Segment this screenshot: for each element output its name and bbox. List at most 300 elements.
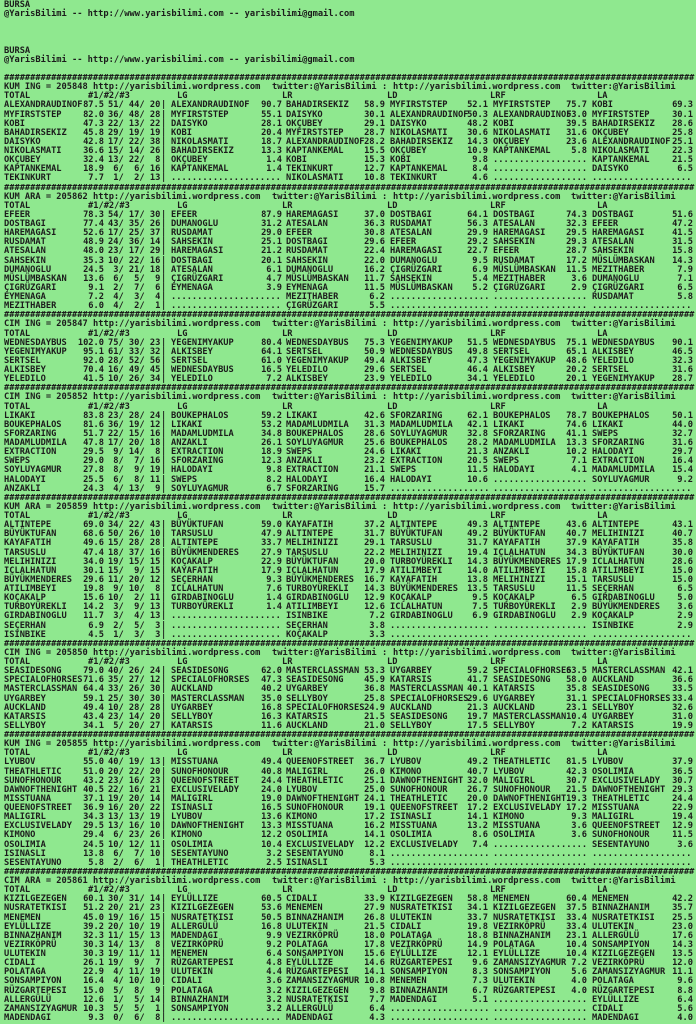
- total-value: 47.8: [83, 438, 104, 448]
- place-stats: 34/ 22/ 43: [108, 520, 161, 531]
- place-stats: 19/ 16/ 15: [108, 912, 161, 923]
- horse-name: MASTERCLASSMAN: [390, 684, 464, 695]
- pipe-divider: |: [161, 684, 167, 695]
- total-value: 7.2: [88, 292, 104, 302]
- total-value: 35.3: [83, 255, 104, 266]
- total-value: 47.3: [83, 118, 104, 129]
- total-value: 59.1: [83, 693, 104, 704]
- horse-name: ALKISBEY: [286, 374, 328, 385]
- empty-dots: ...................: [390, 292, 490, 302]
- stat-value: 15.6: [364, 949, 385, 959]
- stat-value: 31.0: [672, 711, 693, 722]
- stat-value: 48.2: [467, 118, 488, 129]
- stat-value: 69.3: [672, 100, 693, 111]
- horse-name: SOYLUYAGMUR: [4, 465, 62, 476]
- total-value: 10.3: [83, 1003, 104, 1014]
- horse-name: THEATHLETIC: [390, 793, 448, 804]
- horse-name: RÜZGARTEPESI: [286, 967, 349, 978]
- stat-value: 11.5: [467, 465, 488, 476]
- horse-name: EXCLUSIVELADY: [390, 839, 458, 850]
- pipe-divider: |: [161, 720, 167, 731]
- total-value: 55.0: [83, 757, 104, 768]
- place-stats: 4/ 11/ 19: [108, 967, 161, 978]
- horse-name: DAISYKO: [286, 109, 323, 120]
- horse-name: HALODAYI: [592, 447, 634, 458]
- horse-name: LIKAKI: [286, 410, 318, 421]
- stat-value: 17.8: [364, 939, 385, 950]
- stat-value: 3.2: [266, 848, 282, 859]
- stat-value: 31.7: [364, 529, 385, 540]
- horse-name: DUMANOGLU: [592, 273, 640, 284]
- stat-value: 4.8: [266, 958, 282, 969]
- place-stats: 51/ 44/ 20: [108, 100, 161, 111]
- stat-value: 90.7: [261, 100, 282, 111]
- horse-name: VEZIRKÖPRÜ: [592, 958, 645, 969]
- horse-name: SWEPS: [4, 456, 31, 467]
- horse-name: OSOLIMIA: [390, 830, 432, 841]
- empty-dots: ..................: [493, 1012, 588, 1023]
- horse-name: TURBOYÜREKLI: [171, 602, 234, 613]
- place-stats: 6/ 8/ 11: [108, 474, 161, 485]
- horse-name: BÜYÜKTUFAN: [286, 556, 339, 567]
- total-value: 12.6: [83, 994, 104, 1005]
- horse-name: ALLERGÜLÜ: [592, 930, 640, 941]
- horse-name: THEATHLETIC: [171, 857, 229, 868]
- table-row: [0, 859, 696, 868]
- horse-name: KATARSIS: [171, 720, 213, 731]
- table-row: [0, 1014, 696, 1023]
- horse-name: TURBOYÜREKLI: [286, 584, 349, 594]
- horse-name: ISINASLI: [171, 803, 213, 813]
- horse-name: MENEMEN: [493, 894, 530, 905]
- stat-value: 29.6: [467, 693, 488, 704]
- total-value: 40.5: [83, 784, 104, 795]
- pipe-divider: |: [161, 292, 167, 302]
- horse-name: GIRDABINOGLU: [286, 593, 349, 604]
- stat-value: 46.4: [467, 365, 488, 375]
- total-value: 81.6: [83, 419, 104, 430]
- stat-value: 31.6: [672, 365, 693, 375]
- horse-name: OKÇUBEY: [286, 118, 323, 129]
- stat-value: 9.8: [472, 155, 488, 166]
- stat-value: 41.1: [566, 428, 587, 439]
- horse-name: MASTERCLASSMAN: [171, 693, 245, 704]
- horse-name: YELEDILO: [390, 374, 432, 385]
- pipe-divider: |: [161, 355, 167, 366]
- stat-value: 28.6: [364, 428, 385, 439]
- empty-dots: .....................: [171, 629, 281, 640]
- stat-value: 56.3: [467, 219, 488, 229]
- place-stats: 13/ 22/ 8: [108, 155, 161, 166]
- column-header: LRF: [490, 91, 506, 102]
- horse-name: TARSUSLU: [4, 547, 46, 558]
- horse-name: SELLYBOY: [592, 702, 634, 713]
- stat-value: 28.1: [261, 118, 282, 129]
- stat-value: 62.0: [261, 666, 282, 677]
- horse-name: AUCKLAND: [493, 702, 535, 713]
- total-value: 24.5: [83, 264, 104, 275]
- place-stats: 1/ 3/ 3: [108, 629, 161, 640]
- horse-name: LYUBOV: [171, 812, 203, 823]
- horse-name: SFORZARING: [390, 410, 443, 421]
- horse-name: BÜYÜKMENDERES: [171, 547, 239, 558]
- column-header: LRF: [490, 328, 506, 339]
- total-value: 30.1: [83, 565, 104, 576]
- wordpress-url: http://yarisbilimi.wordpress.com: [93, 82, 261, 93]
- empty-dots: ..................: [493, 857, 588, 868]
- stat-value: 35.7: [672, 903, 693, 914]
- total-value: 29.6: [83, 574, 104, 585]
- column-header: LG: [177, 511, 188, 521]
- stat-value: 13.2: [467, 821, 488, 832]
- horse-name: WEDNESDAYBUS: [592, 337, 655, 348]
- place-stats: 4/ 10/ 10: [108, 976, 161, 987]
- total-value: 9.3: [88, 1012, 104, 1023]
- horse-name: KATARSIS: [592, 720, 634, 731]
- stat-value: 13.5: [672, 949, 693, 959]
- place-stats: 19/ 11/ 11: [108, 949, 161, 959]
- horse-name: SOYLUYAGMUR: [390, 428, 448, 439]
- horse-name: MENEMEN: [592, 894, 629, 905]
- stat-value: 22.7: [467, 246, 488, 257]
- stat-value: 20.2: [566, 365, 587, 375]
- stat-value: 50.1: [672, 410, 693, 421]
- stat-value: 40.7: [672, 529, 693, 540]
- stat-value: 15.0: [672, 574, 693, 585]
- horse-name: KIZILGEZEGEN: [493, 903, 556, 914]
- stat-value: 81.5: [566, 757, 587, 768]
- horse-name: TARSUSLU: [286, 547, 328, 558]
- horse-name: HAREMAGASI: [171, 246, 224, 257]
- horse-name: UYGARBEY: [390, 666, 432, 677]
- place-stats: 11/ 20/ 12: [108, 574, 161, 585]
- stat-value: 11.5: [566, 264, 587, 275]
- stat-value: 33.5: [672, 684, 693, 695]
- stat-value: 5.6: [677, 1003, 693, 1014]
- horse-name: SPECIALOFHORSES: [286, 702, 365, 713]
- column-header: LD: [387, 91, 398, 102]
- masthead-byline: @YarisBilimi -- http://www.yarisbilimi.com -- yarisbilimi@gmail.com: [4, 9, 355, 20]
- stat-value: 20.4: [261, 127, 282, 138]
- stat-value: 16.5: [261, 803, 282, 813]
- stat-value: 29.2: [467, 237, 488, 248]
- pipe-divider: |: [161, 456, 167, 467]
- horse-name: DUMANOGLU: [286, 264, 334, 275]
- horse-name: KAYAFATIH: [493, 538, 541, 549]
- horse-name: SESENTAYUNO: [171, 848, 229, 859]
- wordpress-url: http://yarisbilimi.wordpress.com: [393, 191, 561, 202]
- horse-name: MÜSLÜMBASKAN: [390, 282, 453, 293]
- stat-value: 59.0: [261, 520, 282, 531]
- place-stats: 4/ 13/ 9: [108, 483, 161, 494]
- stat-value: 34.1: [467, 903, 488, 914]
- empty-dots: ..................: [493, 994, 588, 1005]
- horse-name: SPECIALOFHORSES: [592, 693, 671, 704]
- horse-name: ÇIGRÜZGARI: [390, 264, 443, 275]
- stat-value: 32.3: [672, 355, 693, 366]
- stat-value: 6.7: [266, 483, 282, 494]
- wordpress-url: http://yarisbilimi.wordpress.com: [393, 876, 561, 886]
- place-stats: 23/ 14/ 20: [108, 711, 161, 722]
- pipe-divider: |: [161, 164, 167, 175]
- stat-value: 35.0: [261, 693, 282, 704]
- stat-value: 31.5: [672, 237, 693, 248]
- column-header: LR: [282, 885, 293, 896]
- horse-name: BAHADIRSEKIZ: [390, 136, 453, 147]
- place-stats: 19/ 20/ 14: [108, 793, 161, 804]
- horse-name: POLATAGA: [493, 939, 535, 950]
- link-separator: :: [382, 501, 388, 512]
- twitter-handle: twitter:@YarisBilimi: [272, 647, 377, 658]
- link-separator: :: [382, 319, 388, 330]
- stat-value: 22.9: [261, 556, 282, 567]
- stat-value: 37.9: [566, 538, 587, 549]
- horse-name: EXTRACTION: [171, 447, 224, 458]
- place-stats: 6/ 7/ 10: [108, 848, 161, 859]
- horse-name: DAISYKO: [171, 118, 208, 129]
- horse-name: BOUKEPHALOS: [390, 438, 448, 448]
- horse-name: ÇIGRÜZGARI: [592, 282, 645, 293]
- horse-name: SEASIDESONG: [286, 675, 344, 686]
- stat-value: 16.4: [672, 456, 693, 467]
- stat-value: 50.9: [364, 346, 385, 357]
- stat-value: 15.5: [364, 146, 385, 156]
- horse-name: OKÇUBEY: [4, 155, 41, 166]
- horse-name: MALIGIRL: [592, 812, 634, 823]
- horse-name: YEGENIMYAKUP: [171, 337, 234, 348]
- total-value: 87.5: [83, 100, 104, 111]
- stat-value: 78.7: [566, 410, 587, 421]
- horse-name: YEGENIMYAKUP: [390, 337, 453, 348]
- total-value: 34.3: [83, 812, 104, 823]
- horse-name: HALODAYI: [390, 474, 432, 485]
- empty-dots: ...................: [390, 857, 490, 868]
- stat-value: 16.8: [261, 702, 282, 713]
- column-header: LG: [177, 328, 188, 339]
- total-value: 52.6: [83, 228, 104, 239]
- horse-name: EFEER: [390, 237, 417, 248]
- pipe-divider: |: [161, 775, 167, 786]
- horse-name: ULUTEKIN: [4, 949, 46, 959]
- stat-value: 18.9: [261, 447, 282, 458]
- stat-value: 52.1: [467, 100, 488, 111]
- horse-name: SOYLUYAGMUR: [286, 438, 344, 448]
- stat-value: 29.3: [566, 237, 587, 248]
- total-value: 36.6: [83, 146, 104, 156]
- horse-name: KATARSIS: [390, 675, 432, 686]
- place-stats: 13/ 16/ 10: [108, 821, 161, 832]
- horse-name: ALTINTEPE: [171, 538, 219, 549]
- stat-value: 13.3: [566, 438, 587, 448]
- total-value: 70.4: [83, 365, 104, 375]
- empty-dots: ...................: [592, 629, 692, 640]
- total-value: 34.0: [83, 556, 104, 567]
- horse-name: NIKOLASMATI: [493, 127, 551, 138]
- horse-name: BOUKEPHALOS: [592, 410, 650, 421]
- horse-name: DUMANOGLU: [171, 219, 219, 229]
- place-stats: 35/ 27/ 12: [108, 675, 161, 686]
- place-stats: 5/ 8/ 9: [108, 985, 161, 996]
- horse-name: ICLALHATUN: [592, 556, 645, 567]
- horse-name: MALIGIRL: [286, 766, 328, 777]
- horse-name: DUMANOGLU: [390, 255, 438, 266]
- horse-name: MELIHINIZI: [4, 556, 57, 567]
- horse-name: KIZILGEZEGEN: [592, 949, 655, 959]
- empty-dots: ...................: [592, 483, 692, 494]
- stat-value: 36.5: [672, 766, 693, 777]
- stat-value: 25.1: [672, 136, 693, 147]
- horse-name: DAWNOFTHENIGHT: [592, 784, 666, 795]
- pipe-divider: |: [161, 146, 167, 156]
- horse-name: GIRDABINOGLU: [493, 611, 556, 622]
- horse-name: WEDNESDAYBUS: [171, 365, 234, 375]
- horse-name: SERTSEL: [390, 365, 427, 375]
- horse-name: EFEER: [286, 228, 313, 239]
- total-value: 49.4: [83, 702, 104, 713]
- column-header: LG: [177, 401, 188, 412]
- pipe-divider: |: [161, 958, 167, 969]
- pipe-divider: |: [161, 629, 167, 640]
- total-value: 24.5: [83, 839, 104, 850]
- pipe-divider: |: [161, 803, 167, 813]
- place-stats: 22/ 16/ 21: [108, 784, 161, 795]
- horse-name: ÇIGRÜZGARI: [286, 301, 339, 312]
- horse-name: MASTERCLASSMAN: [4, 684, 78, 695]
- stat-value: 6.5: [677, 164, 693, 175]
- pipe-divider: |: [161, 930, 167, 941]
- horse-name: QUEENOFSTREET: [286, 757, 354, 768]
- horse-name: KAYAFATIH: [592, 538, 640, 549]
- place-stats: 11/ 15/ 13: [108, 930, 161, 941]
- column-header: LA: [597, 401, 608, 412]
- pipe-divider: |: [161, 474, 167, 485]
- pipe-divider: |: [161, 538, 167, 549]
- horse-name: ATILIMBEYI: [4, 584, 57, 594]
- place-stats: 4/ 2/ 1: [108, 301, 161, 312]
- place-stats: 23/ 28/ 24: [108, 410, 161, 421]
- pipe-divider: |: [161, 255, 167, 266]
- horse-name: MISSTUANA: [493, 821, 541, 832]
- horse-name: RÜZGARTEPESI: [171, 958, 234, 969]
- horse-name: TARSUSLU: [171, 529, 213, 540]
- column-header: LR: [282, 328, 293, 339]
- horse-name: MEZITHABER: [286, 292, 339, 302]
- horse-name: EXCLUSIVELADY: [592, 775, 660, 786]
- pipe-divider: |: [161, 264, 167, 275]
- horse-name: BOUKEPHALOS: [4, 419, 62, 430]
- horse-name: MÜSLÜMBASKAN: [286, 273, 349, 284]
- horse-name: SESENTAYUNO: [592, 839, 650, 850]
- stat-value: 4.0: [571, 976, 587, 987]
- place-stats: 9/ 10/ 8: [108, 584, 161, 594]
- total-value: 48.9: [83, 237, 104, 248]
- total-value: 30.3: [83, 939, 104, 950]
- stat-value: 24.6: [364, 447, 385, 458]
- stat-value: 33.4: [566, 921, 587, 932]
- stat-value: 29.7: [672, 447, 693, 458]
- horse-name: SONSAMPIYON: [171, 1003, 229, 1014]
- wordpress-url: http://yarisbilimi.wordpress.com: [393, 319, 561, 330]
- horse-name: KAPTANKEMAL: [390, 164, 448, 175]
- stat-value: 9.2: [677, 474, 693, 485]
- horse-name: ICLALHATUN: [171, 584, 224, 594]
- place-stats: 3/ 9/ 13: [108, 602, 161, 613]
- stat-value: 26.7: [467, 784, 488, 795]
- horse-name: KAYAFATIH: [390, 574, 438, 585]
- horse-name: CIDALI: [286, 894, 318, 905]
- column-header: #1/#2/#3: [88, 91, 130, 102]
- horse-name: KAYAFATIH: [286, 520, 334, 531]
- horse-name: SESENTAYUNO: [286, 848, 344, 859]
- column-header: LA: [597, 657, 608, 667]
- stat-value: 5.2: [472, 282, 488, 293]
- horse-name: OSOLIMIA: [493, 830, 535, 841]
- stat-value: 14.1: [364, 830, 385, 841]
- stat-value: 15.0: [672, 565, 693, 576]
- stat-value: 14.1: [364, 967, 385, 978]
- pipe-divider: |: [161, 702, 167, 713]
- stat-value: 36.7: [364, 757, 385, 768]
- pipe-divider: |: [161, 903, 167, 914]
- stat-value: 8.8: [677, 985, 693, 996]
- horse-name: ALLERGÜLÜ: [171, 921, 219, 932]
- place-stats: 36/ 19/ 12: [108, 419, 161, 430]
- empty-dots: .....................: [171, 173, 281, 184]
- horse-name: MYFIRSTSTEP: [592, 109, 650, 120]
- stat-value: 17.2: [364, 812, 385, 823]
- horse-name: RUSDAMAT: [390, 219, 432, 229]
- horse-name: MALIGIRL: [493, 775, 535, 786]
- horse-name: KIMONO: [4, 830, 36, 841]
- column-header: TOTAL: [4, 657, 31, 667]
- stat-value: 51.5: [467, 337, 488, 348]
- column-header: LG: [177, 200, 188, 211]
- stat-value: 4.0: [571, 985, 587, 996]
- stat-value: 28.2: [364, 136, 385, 147]
- horse-name: BÜYÜKMENDERES: [493, 556, 561, 567]
- horse-name: SWEPS: [493, 456, 520, 467]
- horse-name: POLATAGA: [286, 939, 328, 950]
- horse-name: EXCLUSIVELADY: [171, 784, 239, 795]
- stat-value: 30.1: [672, 109, 693, 120]
- place-stats: 16/ 49/ 45: [108, 365, 161, 375]
- stat-value: 41.7: [467, 675, 488, 686]
- stat-value: 31.2: [261, 219, 282, 229]
- horse-name: ALTINTEPE: [390, 520, 438, 531]
- stat-value: 37.5: [566, 903, 587, 914]
- horse-name: TEKINKURT: [390, 173, 438, 184]
- pipe-divider: |: [161, 209, 167, 220]
- stat-value: 3.2: [266, 985, 282, 996]
- horse-name: DAWNOFTHENIGHT: [171, 821, 245, 832]
- horse-name: KOBI: [390, 155, 411, 166]
- stat-value: 1.4: [266, 602, 282, 613]
- pipe-divider: |: [161, 520, 167, 531]
- stat-value: 65.1: [566, 346, 587, 357]
- stat-value: 16.2: [364, 821, 385, 832]
- stat-value: 3.6: [571, 273, 587, 284]
- stat-value: 29.6: [364, 365, 385, 375]
- horse-name: HAREMAGASI: [4, 228, 57, 239]
- stat-value: 46.5: [672, 346, 693, 357]
- stat-value: 33.4: [672, 693, 693, 704]
- empty-dots: ...................: [390, 1003, 490, 1014]
- stat-value: 28.6: [672, 118, 693, 129]
- pipe-divider: |: [161, 620, 167, 631]
- horse-name: ULUTEKIN: [390, 912, 432, 923]
- horse-name: SELLYBOY: [493, 720, 535, 731]
- stat-value: 2.9: [571, 602, 587, 613]
